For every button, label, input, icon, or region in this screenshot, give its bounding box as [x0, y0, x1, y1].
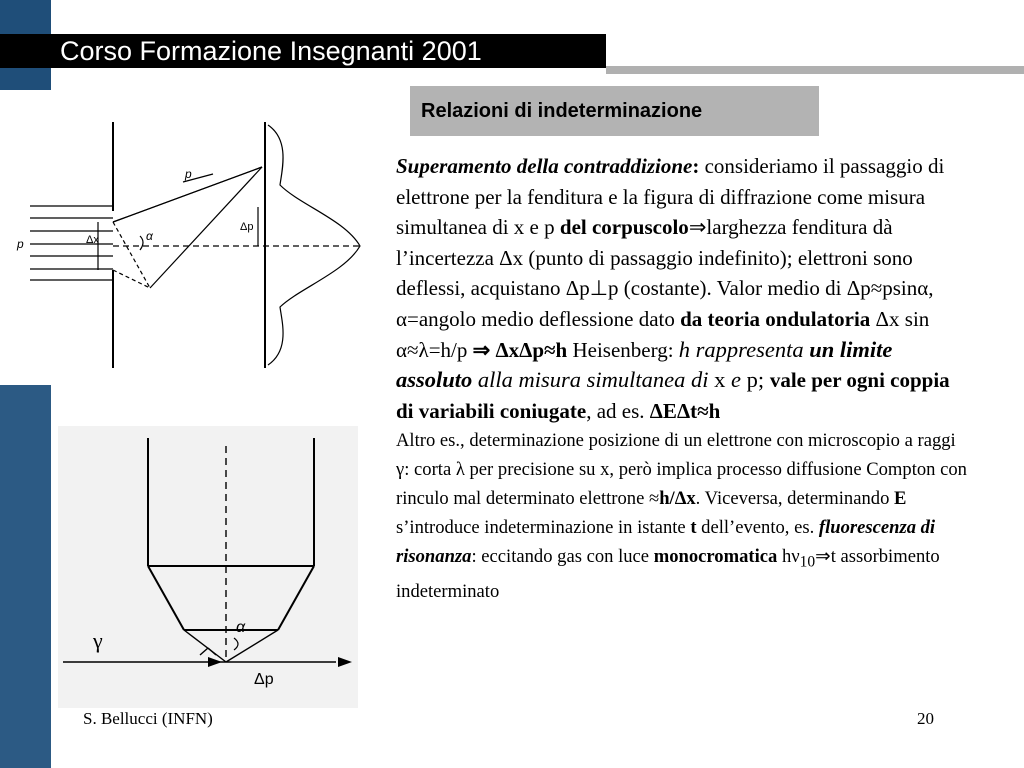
p1-s10: h rappresenta [678, 336, 810, 362]
p2-s1: Altro es., determinazione posizione di un elettrone con microscopio a raggi γ: corta λ per precisione su x, però implica processo diffusione Compton con rinculo mal determinato elettrone ≈ [396, 430, 967, 510]
p1-s2: : [692, 154, 700, 178]
p1-s9: Heisenberg: [567, 337, 679, 362]
p2-s13: ⇒t assorbimento indeterminato [396, 546, 940, 603]
p2-s6: t [690, 517, 697, 539]
p1-s3: consideriamo il passaggio di elettrone per la fenditura e la figura di diffrazione come misura simultanea di x e p [396, 154, 945, 240]
fig1-label-p-left: p [17, 237, 24, 251]
p1-s14: e [731, 367, 742, 393]
fig2-label-gamma: γ [93, 628, 103, 653]
microscope-figure [58, 426, 358, 708]
p1-s13: x [714, 367, 732, 393]
slide-title: Corso Formazione Insegnanti 2001 [60, 36, 482, 66]
fig1-label-p-top: p [185, 167, 192, 181]
p2-s10: monocromatica [653, 546, 778, 568]
p1-s7: Δx sin α≈λ=h/p [396, 306, 930, 362]
slide-body [396, 151, 971, 606]
fig1-label-dx: Δx [86, 234, 99, 246]
p2-s12: 10 [799, 554, 816, 572]
p1-s12: alla misura simultanea di [472, 367, 715, 393]
paragraph-secondary [396, 426, 971, 606]
fig2-label-alpha: α [236, 619, 246, 636]
footer-author: S. Bellucci (INFN) [83, 709, 213, 728]
p2-s8: fluorescenza di risonanza [396, 517, 936, 568]
p1-s1: Superamento della contraddizione [396, 154, 693, 178]
p2-s11: hν [777, 546, 800, 568]
p2-s2: h/Δx [659, 488, 696, 510]
fig1-label-alpha: α [146, 229, 153, 243]
p1-s18: ΔEΔt≈h [649, 398, 721, 423]
p1-s6: da teoria ondulatoria [680, 306, 871, 331]
left-accent-bar-bottom [0, 385, 51, 768]
p2-s7: dell’evento, es. [696, 517, 819, 539]
p2-s3: . Viceversa, determinando [695, 488, 895, 510]
header-rule [606, 66, 1024, 74]
p1-s5: ⇒larghezza fenditura dà l’incertezza Δx (punto di passaggio indefinito); elettroni sono deflessi, acquistano Δp⊥p (costante). Valor medio di Δp≈psinα, α=angolo medio deflessione dato [396, 215, 934, 331]
fig2-label-dp: Δp [254, 671, 274, 688]
fig1-label-dp: Δp [240, 221, 254, 233]
p2-s9: : eccitando gas con luce [471, 546, 654, 568]
page-number: 20 [917, 709, 934, 728]
p1-s11: un limite assoluto [396, 336, 893, 393]
p2-s4: E [894, 488, 907, 510]
p1-s4: del corpuscolo [559, 215, 689, 240]
p1-s17: , ad es. [586, 398, 650, 423]
slide-subtitle: Relazioni di indeterminazione [421, 100, 703, 122]
p1-s8: ⇒ ΔxΔp≈h [472, 337, 568, 362]
paragraph-main [396, 151, 971, 426]
diffraction-figure [0, 110, 395, 380]
p2-s5: s’introduce indeterminazione in istante [396, 517, 691, 539]
p1-s15: p; [741, 367, 770, 393]
p1-s16: vale per ogni coppia di variabili coniugate [396, 368, 950, 423]
